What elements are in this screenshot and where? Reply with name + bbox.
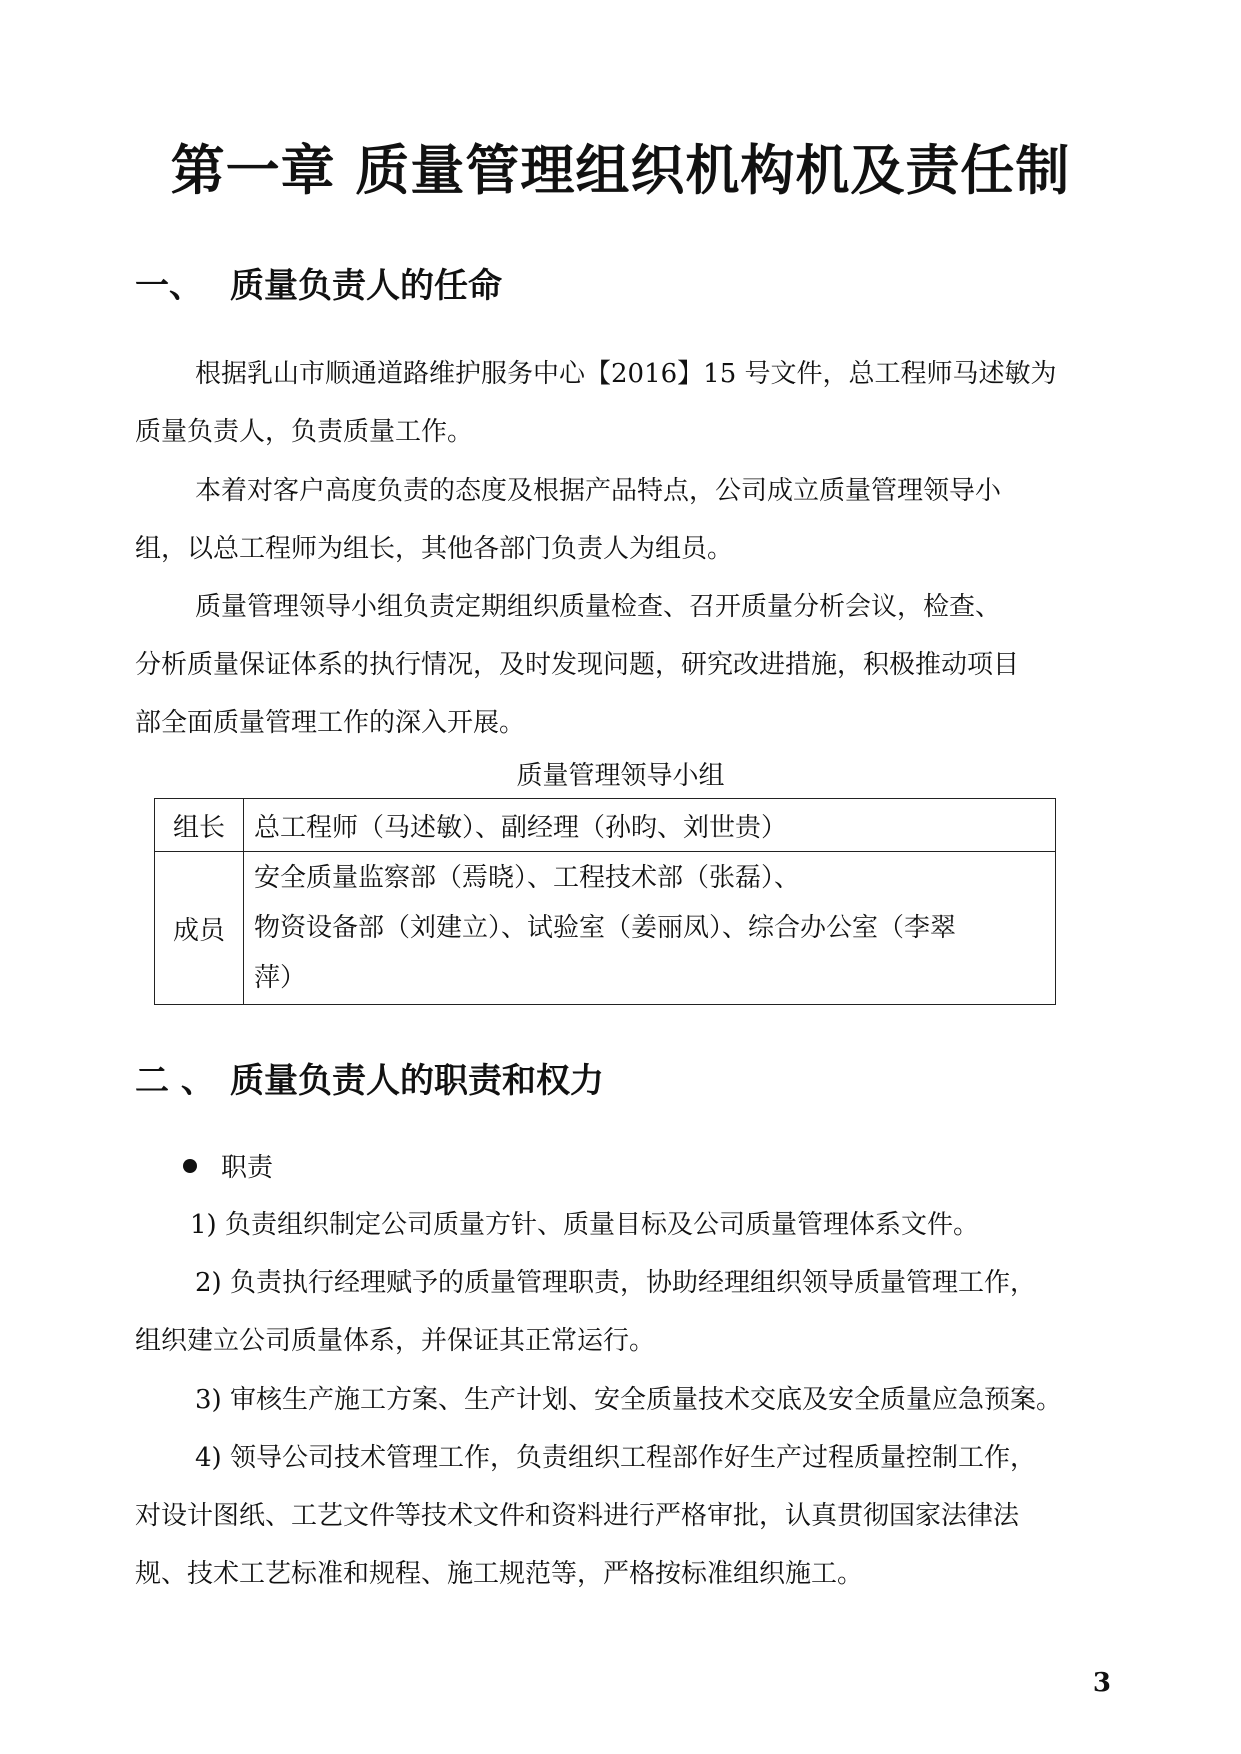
member-line: 安全质量监察部（焉晓）、工程技术部（张磊）、 [254, 863, 801, 893]
duty-item-4 [135, 1429, 1115, 1603]
paragraph-line: 规、技术工艺标准和规程、施工规范等，严格按标准组织施工。 [135, 1559, 864, 1589]
duty-item-2 [135, 1254, 1115, 1370]
page-number: 3 [1092, 1668, 1111, 1698]
table-cell-names: 总工程师（马述敏）、副经理（孙昀、刘世贵） [244, 799, 1056, 852]
duty-item-1 [135, 1196, 1115, 1254]
chapter-title: 第一章 质量管理组织机构机及责任制 [170, 139, 1071, 202]
paragraph-line: 3) 审核生产施工方案、生产计划、安全质量技术交底及安全质量应急预案。 [195, 1385, 1062, 1415]
member-line: 萍） [254, 963, 307, 993]
table-row [155, 799, 1056, 852]
paragraph-line: 部全面质量管理工作的深入开展。 [135, 708, 526, 738]
duty-item-3 [135, 1371, 1115, 1429]
table-cell-role: 成员 [155, 852, 244, 1005]
section-number-1: 一、 [135, 266, 203, 306]
paragraph-line: 1) 负责组织制定公司质量方针、质量目标及公司质量管理体系文件。 [190, 1210, 979, 1240]
bullet-dot-icon [183, 1159, 197, 1173]
table-cell-members [244, 852, 1056, 1005]
bullet-label: 职责 [221, 1153, 274, 1183]
table-row [155, 852, 1056, 1005]
paragraph-leadership-group [135, 462, 1115, 578]
table-cell-role: 组长 [155, 799, 244, 852]
paragraph-line: 组织建立公司质量体系，并保证其正常运行。 [135, 1326, 656, 1356]
paragraph-line: 根据乳山市顺通道路维护服务中心【2016】15 号文件，总工程师马述敏为 [195, 359, 1057, 389]
section-title-2: 质量负责人的职责和权力 [230, 1061, 604, 1101]
member-line: 物资设备部（刘建立）、试验室（姜丽凤）、综合办公室（李翠 [254, 913, 957, 943]
paragraph-line: 质量管理领导小组负责定期组织质量检查、召开质量分析会议，检查、 [195, 592, 1002, 622]
paragraph-line: 本着对客户高度负责的态度及根据产品特点，公司成立质量管理领导小 [195, 476, 1002, 506]
paragraph-line: 对设计图纸、工艺文件等技术文件和资料进行严格审批，认真贯彻国家法律法 [135, 1501, 1020, 1531]
leadership-group-table [154, 798, 1056, 1005]
paragraph-line: 组，以总工程师为组长，其他各部门负责人为组员。 [135, 534, 734, 564]
section-title-1: 质量负责人的任命 [230, 266, 502, 306]
section-heading-1 [135, 258, 502, 307]
table-caption: 质量管理领导小组 [516, 761, 725, 791]
paragraph-line: 4) 领导公司技术管理工作，负责组织工程部作好生产过程质量控制工作， [195, 1443, 1036, 1473]
paragraph-line: 2) 负责执行经理赋予的质量管理职责，协助经理组织领导质量管理工作， [195, 1268, 1036, 1298]
section-heading-2 [135, 1053, 604, 1102]
paragraph-line: 分析质量保证体系的执行情况，及时发现问题，研究改进措施，积极推动项目 [135, 650, 1020, 680]
paragraph-line: 质量负责人，负责质量工作。 [135, 417, 474, 447]
paragraph-group-duties [135, 578, 1115, 752]
bullet-item [183, 1147, 273, 1184]
paragraph-appointment [135, 345, 1115, 461]
section-number-2: 二 、 [135, 1061, 215, 1101]
